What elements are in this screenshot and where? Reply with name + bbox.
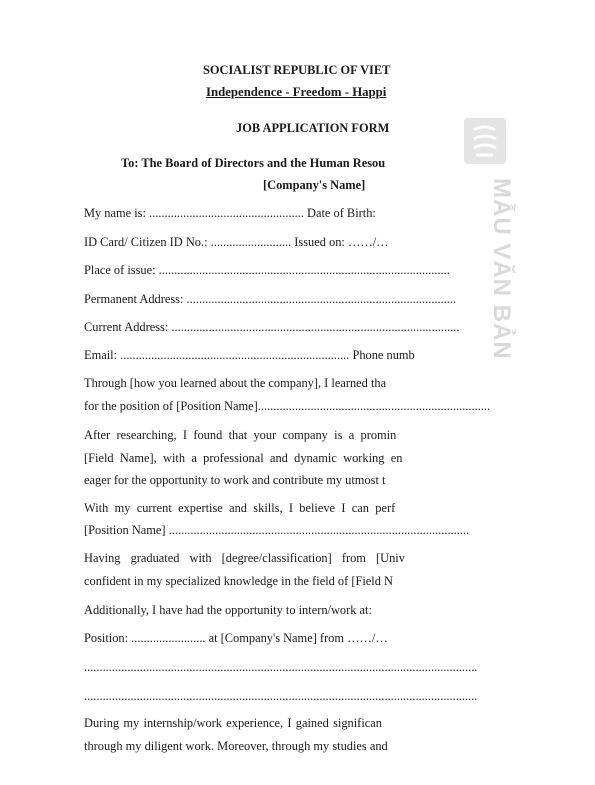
paragraph-during-line-2: through my diligent work. Moreover, through my studies and [84,739,388,753]
name-line: My name is: .................................................. Date of Birth: [84,206,376,220]
paragraph-with-line-2: [Position Name] ................................................................................................. [84,523,470,537]
email-line: Email: .......................................................................... Phone numb [84,348,415,362]
form-title: JOB APPLICATION FORM [236,121,390,135]
country-heading: SOCIALIST REPUBLIC OF VIET [203,63,391,77]
current-address-line: Current Address: ............................................................................................. [84,320,460,334]
paragraph-during-line-1: During my internship/work experience, I gained significan [84,716,382,730]
company-name-placeholder: [Company's Name] [263,178,366,192]
position-line: Position: ........................ at [Company's Name] from ……/… [84,631,388,645]
paragraph-after-line-1: After researching, I found that your company is a promin [84,428,397,442]
dotted-line-1: ............................................................................................................................... [84,660,478,674]
paragraph-through-line-2: for the position of [Position Name]........................................................................... [84,399,491,413]
watermark [462,116,515,396]
watermark-text [464,172,515,382]
motto-heading: Independence - Freedom - Happi [206,85,387,99]
recipient-line: To: The Board of Directors and the Human Resou [121,156,386,170]
paragraph-through-line-1: Through [how you learned about the company], I learned tha [84,376,387,390]
paragraph-graduated-line-2: confident in my specialized knowledge in the field of [Field N [84,574,393,588]
paragraph-graduated-line-1: Having graduated with [degree/classification] from [Univ [84,551,405,565]
id-line: ID Card/ Citizen ID No.: .......................... Issued on: ……/… [84,235,389,249]
additional-line: Additionally, I have had the opportunity to intern/work at: [84,603,372,617]
dotted-line-2: ............................................................................................................................... [84,689,478,703]
place-of-issue-line: Place of issue: .............................................................................................. [84,263,450,277]
document-logo-icon [462,116,508,166]
svg-text:MẪU VĂN BẢN: MẪU VĂN BẢN [488,178,515,360]
paragraph-after-line-3: eager for the opportunity to work and contribute my utmost t [84,473,386,487]
paragraph-after-line-2: [Field Name], with a professional and dynamic working en [84,451,403,465]
permanent-address-line: Permanent Address: ....................................................................................... [84,292,457,306]
paragraph-with-line-1: With my current expertise and skills, I believe I can perf [84,501,396,515]
